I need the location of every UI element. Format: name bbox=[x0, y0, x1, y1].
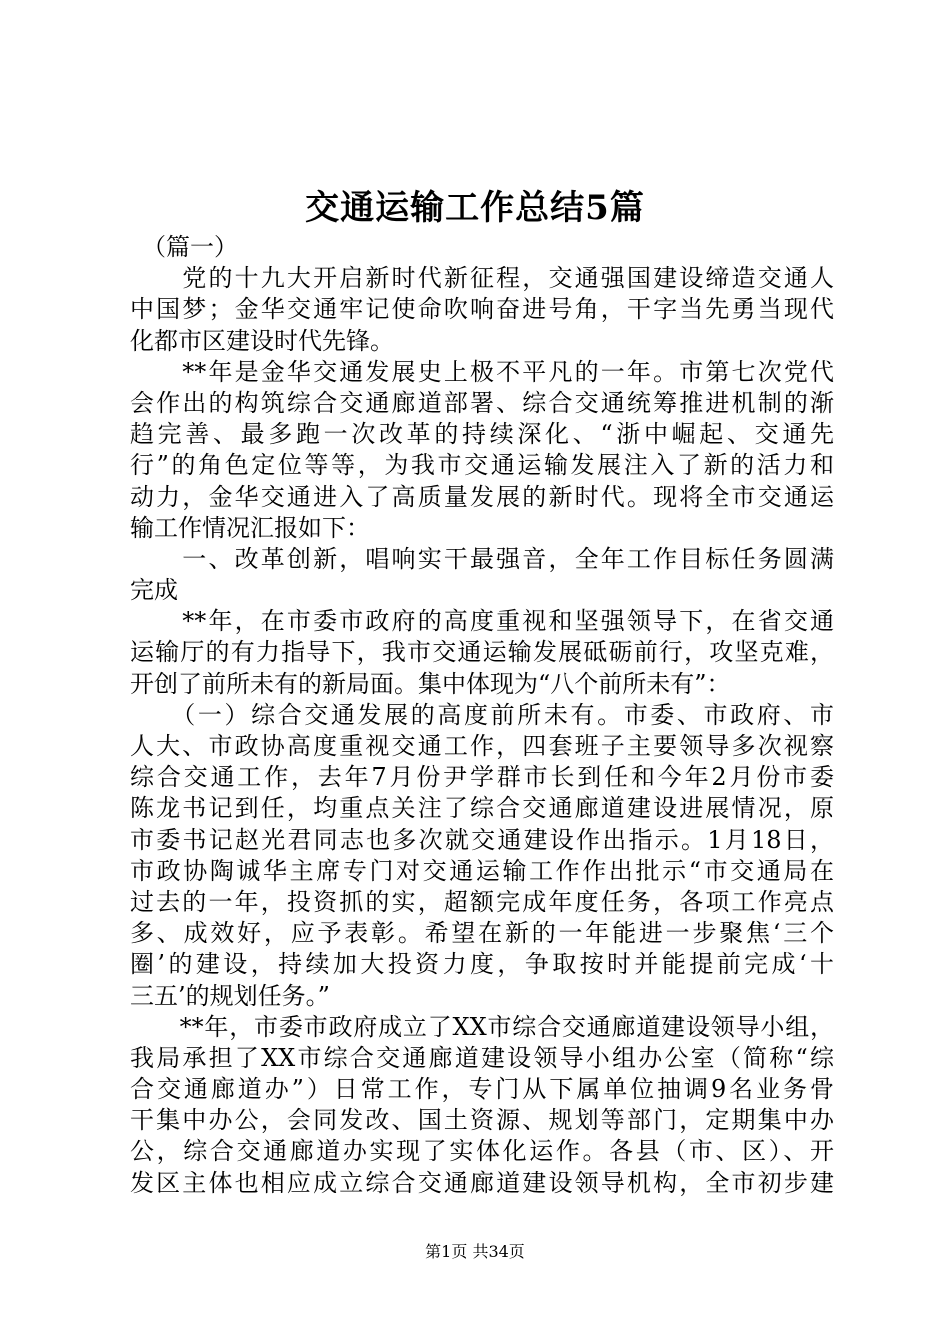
text-line: 化都市区建设时代先锋。 bbox=[130, 326, 394, 355]
text-line: 动力，金华交通进入了高质量发展的新时代。现将全市交通运 bbox=[130, 482, 834, 511]
text-line: 综合交通工作，去年7月份尹学群市长到任和今年2月份市委 bbox=[130, 763, 834, 792]
text-line: 行”的角色定位等等，为我市交通运输发展注入了新的活力和 bbox=[130, 451, 834, 480]
page-footer: 第1页 共34页 bbox=[425, 1242, 525, 1261]
text-line: 我局承担了XX市综合交通廊道建设领导小组办公室（简称“综 bbox=[130, 1043, 834, 1072]
text-line: 陈龙书记到任，均重点关注了综合交通廊道建设进展情况，原 bbox=[130, 794, 834, 823]
text-line: 合交通廊道办”）日常工作，专门从下属单位抽调9名业务骨 bbox=[130, 1075, 834, 1104]
text-line: 输工作情况汇报如下： bbox=[130, 513, 370, 542]
text-line: 市政协陶诚华主席专门对交通运输工作作出批示“市交通局在 bbox=[130, 856, 834, 885]
text-line: 完成 bbox=[130, 576, 178, 605]
text-line: 圈’的建设，持续加大投资力度，争取按时并能提前完成‘十 bbox=[130, 950, 834, 979]
text-line: 趋完善、最多跑一次改革的持续深化、“浙中崛起、交通先 bbox=[130, 420, 834, 449]
text-line: 过去的一年，投资抓的实，超额完成年度任务，各项工作亮点 bbox=[130, 887, 834, 916]
text-line: 干集中办公，会同发改、国土资源、规划等部门，定期集中办 bbox=[130, 1106, 834, 1135]
text-line: 公，综合交通廊道办实现了实体化运作。各县（市、区）、开 bbox=[130, 1137, 834, 1166]
text-line: 一、改革创新，唱响实干最强音，全年工作目标任务圆满 bbox=[130, 544, 834, 573]
text-line: 中国梦；金华交通牢记使命吹响奋进号角，干字当先勇当现代 bbox=[130, 295, 834, 324]
text-line: 发区主体也相应成立综合交通廊道建设领导机构，全市初步建 bbox=[130, 1168, 834, 1197]
text-line: （一）综合交通发展的高度前所未有。市委、市政府、市 bbox=[130, 700, 834, 729]
text-line: 三五’的规划任务。” bbox=[130, 981, 330, 1010]
text-line: 运输厅的有力指导下，我市交通运输发展砥砺前行，攻坚克难， bbox=[130, 638, 834, 667]
text-line: 多、成效好，应予表彰。希望在新的一年能进一步聚焦‘三个 bbox=[130, 919, 834, 948]
text-line: 人大、市政协高度重视交通工作，四套班子主要领导多次视察 bbox=[130, 732, 834, 760]
document-title: 交通运输工作总结5篇 bbox=[305, 188, 645, 228]
text-line: **年是金华交通发展史上极不平凡的一年。市第七次党代 bbox=[130, 357, 834, 386]
document-body bbox=[130, 232, 834, 1199]
text-line: 市委书记赵光君同志也多次就交通建设作出指示。1月18日， bbox=[130, 825, 834, 854]
text-line: 会作出的构筑综合交通廊道部署、综合交通统筹推进机制的渐 bbox=[130, 388, 834, 417]
text-line: 党的十九大开启新时代新征程，交通强国建设缔造交通人 bbox=[130, 264, 834, 293]
text-line: 开创了前所未有的新局面。集中体现为“八个前所未有”： bbox=[130, 669, 731, 698]
text-line: **年，在市委市政府的高度重视和坚强领导下，在省交通 bbox=[130, 607, 834, 636]
text-line: **年，市委市政府成立了XX市综合交通廊道建设领导小组， bbox=[130, 1012, 834, 1041]
text-line: （篇一） bbox=[130, 233, 238, 261]
